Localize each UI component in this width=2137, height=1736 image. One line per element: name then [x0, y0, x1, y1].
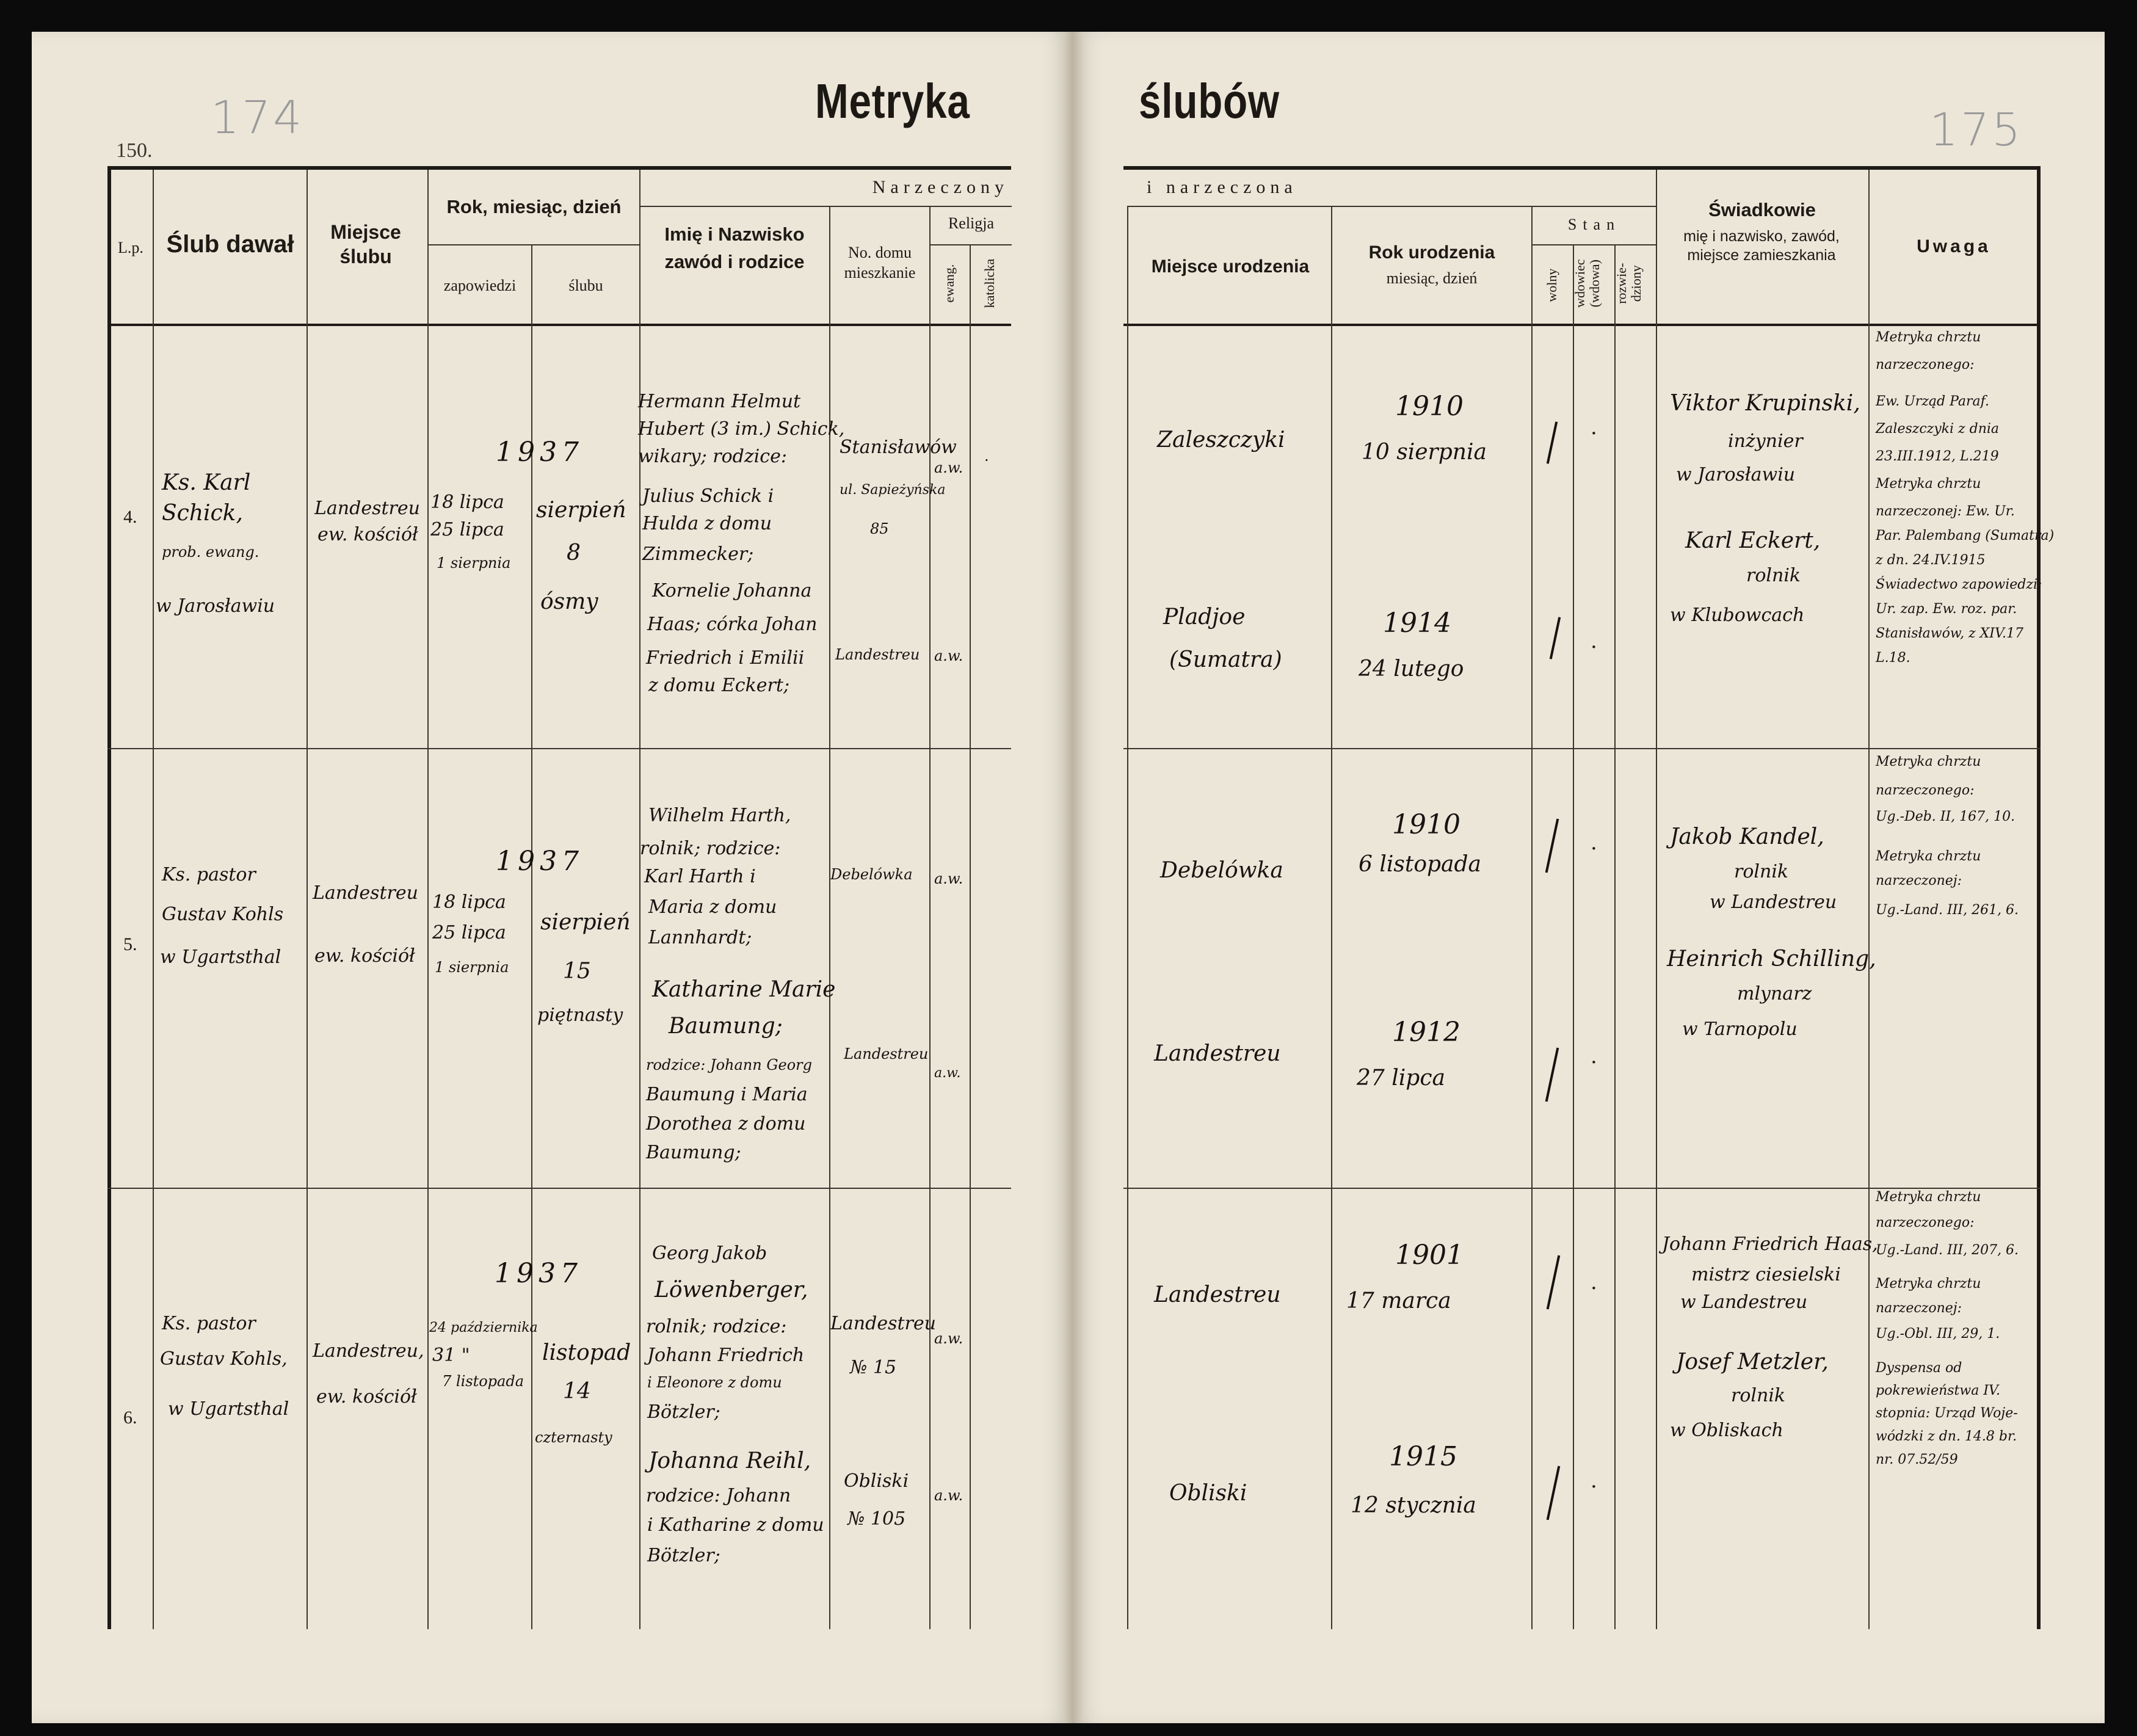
header-lp: L.p.	[118, 239, 143, 256]
banns-date: 18 lipca	[430, 492, 504, 513]
dot-mark: ·	[1591, 635, 1597, 659]
bride-birth-year: 1912	[1392, 1017, 1460, 1048]
groom-religion: a.w.	[934, 870, 963, 887]
bride-house: № 105	[847, 1508, 906, 1530]
bride-line: Kornelie Johanna	[652, 580, 812, 601]
header-ewang: ewang.	[941, 264, 957, 303]
wedding-day-word: ósmy	[540, 589, 598, 614]
groom-house: 85	[870, 520, 889, 537]
groom-birth-date: 10 sierpnia	[1362, 440, 1487, 465]
bride-house: Obliski	[844, 1470, 909, 1492]
bride-birthplace: Pladjoe	[1163, 605, 1246, 630]
groom-line: rolnik; rodzice:	[646, 1316, 787, 1337]
header-zapowiedzi: zapowiedzi	[443, 277, 517, 294]
note-line: nr. 07.52/59	[1876, 1452, 1958, 1467]
banns-date: 25 lipca	[430, 519, 504, 540]
header-narzeczony: Narzeczony	[872, 177, 1009, 197]
note-line: stopnia: Urząd Woje-	[1876, 1406, 2018, 1421]
entry-number: 5.	[123, 934, 137, 954]
witness-line: Viktor Krupinski,	[1670, 391, 1860, 416]
officiant-line: Schick,	[162, 501, 243, 526]
bride-birthplace: Landestreu	[1154, 1041, 1281, 1066]
banns-date: 1 sierpnia	[437, 554, 511, 572]
note-line: Ug.-Land. III, 261, 6.	[1876, 903, 2019, 918]
header-uwaga: Uwaga	[1917, 236, 1991, 256]
groom-line: Johann Friedrich	[647, 1345, 805, 1366]
banns-date: 25 lipca	[432, 922, 506, 943]
witness-line: rolnik	[1734, 861, 1789, 882]
bride-house: Landestreu	[844, 1045, 929, 1062]
note-line: narzeczonego:	[1876, 357, 1975, 372]
bride-birth-year: 1915	[1389, 1441, 1457, 1472]
bride-line: z domu Eckert;	[648, 675, 790, 696]
header-i-narzeczona: i narzeczona	[1147, 177, 1297, 197]
groom-birth-year: 1901	[1395, 1240, 1464, 1271]
note-line: Ug.-Deb. II, 167, 10.	[1876, 809, 2015, 824]
dot-mark: ·	[1591, 1050, 1597, 1075]
header-miejsce-urodzenia: Miejsce urodzenia	[1151, 256, 1310, 277]
bride-line: Bötzler;	[647, 1545, 720, 1566]
groom-line: Maria z domu	[648, 896, 777, 918]
wedding-day: 15	[563, 959, 591, 984]
title-right: ślubów	[1139, 74, 1280, 128]
bride-line: Johanna Reihl,	[648, 1448, 811, 1473]
note-line: Par. Palembang (Sumatra)	[1876, 528, 2055, 543]
groom-line: Hubert (3 im.) Schick,	[638, 418, 845, 440]
note-line: z dn. 24.IV.1915	[1876, 553, 1986, 568]
note-line: Zaleszczyki z dnia	[1876, 421, 2000, 437]
bride-line: rodzice: Johann	[646, 1485, 791, 1506]
header-wdowiec: wdowiec (wdowa)	[1572, 259, 1602, 308]
note-line: Stanisławów, z XIV.17	[1876, 626, 2024, 641]
banns-date: 31 "	[432, 1345, 470, 1366]
witness-line: rolnik	[1746, 565, 1801, 586]
witness-line: w Jarosławiu	[1676, 464, 1796, 485]
bride-religion: a.w.	[934, 1487, 963, 1504]
note-line: Metryka chrztu	[1876, 1189, 1981, 1205]
note-line: Metryka chrztu	[1876, 330, 1981, 345]
groom-line: Karl Harth i	[644, 866, 756, 887]
bride-line: Baumung;	[669, 1014, 783, 1039]
wedding-month: sierpień	[536, 498, 626, 523]
note-line: Metryka chrztu	[1876, 849, 1981, 864]
header-stan: Stan	[1567, 216, 1621, 233]
witness-line: w Obliskach	[1670, 1420, 1783, 1441]
header-katolicka: katolicka	[981, 258, 997, 308]
groom-house: Stanisławów	[840, 437, 957, 458]
groom-house: ul. Sapieżyńska	[840, 482, 946, 498]
bride-religion: a.w.	[934, 1066, 961, 1081]
groom-line: Julius Schick i	[642, 485, 774, 507]
groom-house: Debelówka	[830, 866, 913, 883]
witness-line: mistrz ciesielski	[1691, 1264, 1841, 1285]
wedding-place-line: ew. kościół	[316, 1386, 417, 1407]
note-line: Dyspensa od	[1876, 1360, 1962, 1376]
header-miesiac-dzien: miesiąc, dzień	[1386, 269, 1478, 287]
note-line: Metryka chrztu	[1876, 1276, 1981, 1291]
dot-mark: ·	[1591, 421, 1597, 446]
banns-date: 24 października	[429, 1320, 538, 1335]
groom-house: Landestreu	[830, 1313, 936, 1334]
wedding-day-word: piętnasty	[537, 1004, 623, 1026]
note-line: narzeczonej:	[1876, 1301, 1962, 1316]
header-swiadkowie-sub: mię i nazwisko, zawód, miejsce zamieszkania	[1683, 228, 1840, 264]
bride-line: rodzice: Johann Georg	[646, 1056, 813, 1073]
witness-line: w Tarnopolu	[1682, 1019, 1798, 1040]
note-line: Ug.-Land. III, 207, 6.	[1876, 1243, 2019, 1258]
banns-date: 1 sierpnia	[435, 959, 509, 976]
groom-religion: a.w.	[934, 1330, 963, 1347]
groom-line: rolnik; rodzice:	[640, 838, 781, 859]
note-line: narzeczonego:	[1876, 1215, 1975, 1230]
banns-date: 7 listopada	[442, 1373, 524, 1390]
bride-house: Landestreu	[835, 646, 920, 663]
wedding-month: listopad	[542, 1340, 631, 1365]
officiant-line: Ks. pastor	[162, 1313, 256, 1334]
groom-birthplace: Landestreu	[1154, 1282, 1281, 1307]
wedding-place-line: Landestreu	[313, 882, 418, 904]
wedding-year: 1937	[495, 1258, 582, 1289]
bride-line: Dorothea z domu	[646, 1113, 806, 1135]
officiant-line: prob. ewang.	[162, 543, 259, 561]
witness-line: rolnik	[1731, 1385, 1786, 1406]
header-miejsce-slubu: Miejsce ślubu	[330, 221, 401, 267]
bride-birth-date: 27 lipca	[1357, 1066, 1445, 1091]
wedding-day: 8	[567, 540, 581, 565]
groom-birth-date: 6 listopada	[1359, 852, 1482, 877]
wedding-year: 1937	[496, 437, 584, 468]
bride-birth-date: 24 lutego	[1359, 656, 1464, 681]
pencil-page-number-right: 175	[1929, 104, 2023, 156]
officiant-line: Gustav Kohls,	[160, 1348, 288, 1370]
witness-line: inżynier	[1728, 430, 1803, 452]
header-rok-miesiac-dzien: Rok, miesiąc, dzień	[446, 196, 622, 217]
wedding-day-word: czternasty	[535, 1429, 612, 1446]
note-line: pokrewieństwa IV.	[1876, 1383, 2001, 1398]
bride-line: Haas; córka Johan	[647, 614, 818, 635]
wedding-place-line: ew. kościół	[317, 524, 418, 545]
witness-line: Heinrich Schilling,	[1667, 946, 1876, 972]
officiant-line: w Jarosławiu	[156, 595, 275, 617]
dot-mark: ·	[1591, 837, 1597, 861]
groom-religion: a.w.	[934, 459, 963, 476]
groom-line: wikary; rodzice:	[638, 446, 787, 467]
witness-line: Jakob Kandel,	[1670, 824, 1824, 849]
wedding-year: 1937	[496, 846, 584, 877]
header-rok-urodzenia: Rok urodzenia	[1368, 242, 1495, 263]
groom-birthplace: Debelówka	[1160, 858, 1283, 883]
groom-line: i Eleonore z domu	[647, 1374, 782, 1391]
officiant-line: Gustav Kohls	[162, 904, 284, 925]
bride-line: Friedrich i Emilii	[646, 647, 805, 669]
groom-line: Bötzler;	[647, 1401, 720, 1423]
wedding-month: sierpień	[540, 910, 631, 935]
bride-line: Baumung i Maria	[646, 1084, 808, 1105]
officiant-line: w Ugartsthal	[168, 1398, 289, 1420]
witness-line: Johann Friedrich Haas,	[1662, 1233, 1878, 1255]
wedding-place-line: ew. kościół	[314, 945, 415, 967]
note-line: Ur. zap. Ew. roz. par.	[1876, 601, 2017, 617]
dot-mark: ·	[1591, 1475, 1597, 1499]
witness-line: w Klubowcach	[1670, 605, 1805, 626]
header-slub-dawal: Ślub dawał	[166, 231, 294, 258]
groom-house: № 15	[850, 1357, 897, 1378]
officiant-line: w Ugartsthal	[160, 946, 281, 968]
witness-line: w Landestreu	[1710, 892, 1837, 913]
bride-religion: a.w.	[934, 647, 963, 664]
note-line: narzeczonego:	[1876, 783, 1975, 798]
groom-line: Löwenberger,	[655, 1277, 808, 1302]
groom-line: Wilhelm Harth,	[648, 805, 791, 826]
groom-birthplace: Zaleszczyki	[1157, 427, 1285, 452]
dot-mark: ·	[1591, 1276, 1597, 1301]
header-religja: Religja	[948, 214, 995, 232]
header-wolny: wolny	[1544, 268, 1559, 302]
header-slubu: ślubu	[568, 277, 603, 294]
entry-number: 6.	[123, 1407, 137, 1428]
note-line: narzeczonej: Ew. Ur.	[1876, 504, 2015, 519]
groom-line: Hermann Helmut	[638, 391, 801, 412]
note-line: Świadectwo zapowiedzi:	[1876, 577, 2042, 592]
book-spine	[1062, 32, 1083, 1723]
bride-birthplace: Obliski	[1169, 1481, 1247, 1506]
header-imie-nazwisko: Imię i Nazwisko zawód i rodzice	[664, 223, 805, 272]
header-no-domu: No. domu mieszkanie	[844, 244, 916, 281]
bride-line: Katharine Marie	[652, 977, 836, 1002]
entry-number: 4.	[123, 507, 137, 527]
wedding-place-line: Landestreu	[314, 498, 420, 519]
wedding-day: 14	[563, 1379, 591, 1404]
bride-birth-date: 12 stycznia	[1351, 1493, 1476, 1518]
title-left: Metryka	[815, 74, 970, 128]
header-rozwiedziony: rozwie-dziony	[1613, 263, 1644, 304]
officiant-line: Ks. pastor	[162, 864, 256, 885]
note-line: L.18.	[1876, 650, 1910, 666]
witness-line: mlynarz	[1737, 983, 1812, 1004]
groom-religion-cat: ·	[984, 452, 989, 469]
pencil-page-number-left: 174	[211, 92, 305, 144]
groom-birth-year: 1910	[1392, 809, 1460, 840]
groom-line: Georg Jakob	[652, 1243, 767, 1264]
note-line: Metryka chrztu	[1876, 476, 1981, 492]
officiant-line: Ks. Karl	[162, 470, 251, 495]
bride-birth-year: 1914	[1383, 608, 1451, 639]
note-line: wódzki z dn. 14.8 br.	[1876, 1429, 2017, 1444]
header-swiadkowie: Świadkowie	[1708, 199, 1816, 220]
groom-line: Lannhardt;	[648, 927, 752, 948]
note-line: Ew. Urząd Paraf.	[1876, 394, 1990, 409]
groom-birth-year: 1910	[1395, 391, 1464, 422]
groom-line: Hulda z domu	[642, 513, 772, 534]
witness-line: w Landestreu	[1680, 1291, 1808, 1313]
witness-line: Karl Eckert,	[1685, 528, 1821, 553]
groom-birth-date: 17 marca	[1346, 1288, 1451, 1313]
wedding-place-line: Landestreu,	[313, 1340, 424, 1362]
bride-line: i Katharine z domu	[647, 1514, 824, 1536]
bride-line: Baumung;	[646, 1142, 741, 1163]
note-line: Metryka chrztu	[1876, 754, 1981, 769]
note-line: 23.III.1912, L.219	[1876, 449, 1999, 464]
bride-birthplace: (Sumatra)	[1169, 647, 1282, 672]
witness-line: Josef Metzler,	[1676, 1349, 1829, 1375]
folio-number: 150.	[116, 139, 153, 162]
banns-date: 18 lipca	[432, 892, 506, 913]
note-line: narzeczonej:	[1876, 873, 1962, 888]
note-line: Ug.-Obl. III, 29, 1.	[1876, 1326, 2000, 1342]
groom-line: Zimmecker;	[642, 543, 754, 565]
